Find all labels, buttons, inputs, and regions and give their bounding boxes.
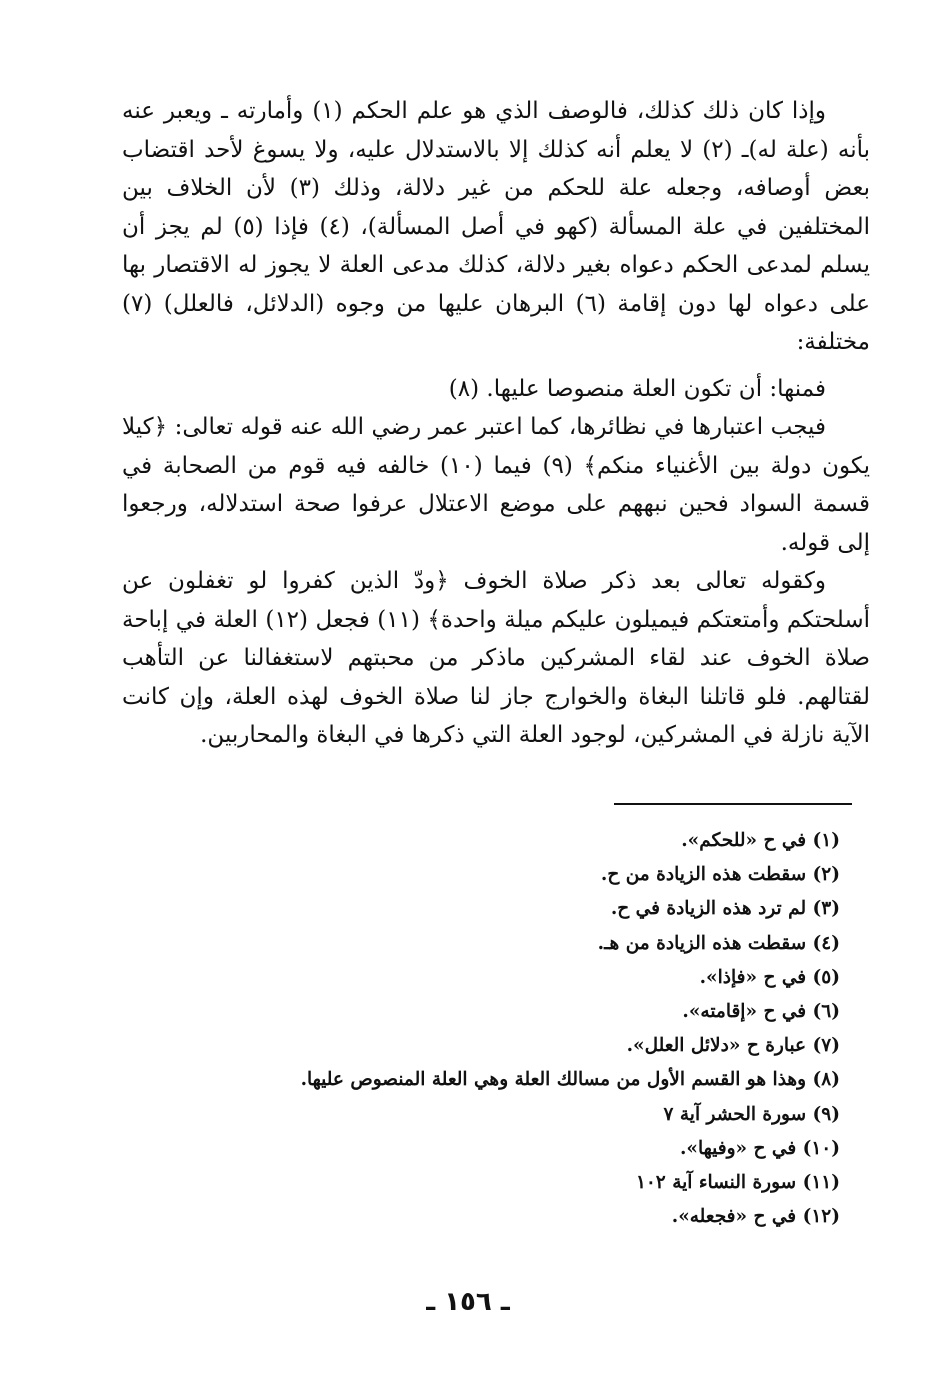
page-number: ـ ١٥٦ ـ xyxy=(426,1287,510,1317)
footnote-9: (٩) سورة الحشر آية ٧ xyxy=(663,1103,840,1125)
footnote-1: (١) في ح «للحكم». xyxy=(681,830,840,851)
paragraph-intro: وإذا كان ذلك كذلك، فالوصف الذي هو علم الحكم (١) وأمارته ـ ويعبر عنه بأنه (علة له)ـ (٢) لا يعلم أنه كذلك إلا بالاستدلال عليه، ولا يسوغ لأحد اقتضاب بعض أوصافه، وجعله علة للحكم من غير دلالة، وذلك (٣) لأن الخلاف بين المختلفين في علة المسألة (كهو في أصل المسألة)، (٤) فإذا (٥) لم يجز أن يسلم لمدعى الحكم دعواه بغير دلالة، كذلك مدعى العلة لا يجوز له الاقتصار بها على دعواه لها دون إقامة (٦) البرهان عليها من وجوه (الدلائل، فالعلل) (٧) مختلفة: xyxy=(122,98,871,355)
footnote-10: (١٠) في ح «وفيها». xyxy=(679,1137,840,1159)
footnote-12: (١٢) في ح «فجعله». xyxy=(671,1206,840,1228)
footnote-5: (٥) في ح «فإذا». xyxy=(699,966,840,988)
footnote-8: (٨) وهذا هو القسم الأول من مسالك العلة وهي العلة المنصوص عليها. xyxy=(300,1069,840,1091)
footnote-11: (١١) سورة النساء آية ١٠٢ xyxy=(635,1172,840,1194)
paragraph-first-type: فمنها: أن تكون العلة منصوصا عليها. (٨) xyxy=(448,375,826,402)
footnote-4: (٤) سقطت هذه الزيادة من هـ. xyxy=(597,932,840,954)
footnote-divider xyxy=(614,803,852,805)
footnote-6: (٦) في ح «إقامته». xyxy=(682,1001,840,1023)
footnote-2: (٢) سقطت هذه الزيادة من ح. xyxy=(600,864,840,886)
footnote-3: (٣) لم ترد هذه الزيادة في ح. xyxy=(610,898,840,920)
paragraph-omar-example: فيجب اعتبارها في نظائرها، كما اعتبر عمر رضي الله عنه قوله تعالى: ﴿كيلا يكون دولة بين الأغنياء منكم﴾ (٩) فيما (١٠) خالفه فيه قوم من الصحابة في قسمة السواد فحين نبههم على موضع الاعتلال عرفوا صحة استدلاله، ورجعوا إلى قوله. xyxy=(122,414,870,556)
footnote-7: (٧) عبارة ح «دلائل العلل». xyxy=(626,1035,840,1057)
main-text-body xyxy=(122,92,870,755)
paragraph-fear-prayer: وكقوله تعالى بعد ذكر صلاة الخوف ﴿ودّ الذين كفروا لو تغفلون عن أسلحتكم وأمتعتكم فيميلون عليكم ميلة واحدة﴾ (١١) فجعل (١٢) العلة في إباحة صلاة الخوف عند لقاء المشركين ماذكر من محبتهم لاستغفالنا عن التأهب لقتالهم. فلو قاتلنا البغاة والخوارج جاز لنا صلاة الخوف لهذه العلة، وإن كانت الآية نازلة في المشركين، لوجود العلة التي ذكرها في البغاة والمحاربين. xyxy=(122,568,870,748)
footnotes-list xyxy=(100,824,840,1234)
